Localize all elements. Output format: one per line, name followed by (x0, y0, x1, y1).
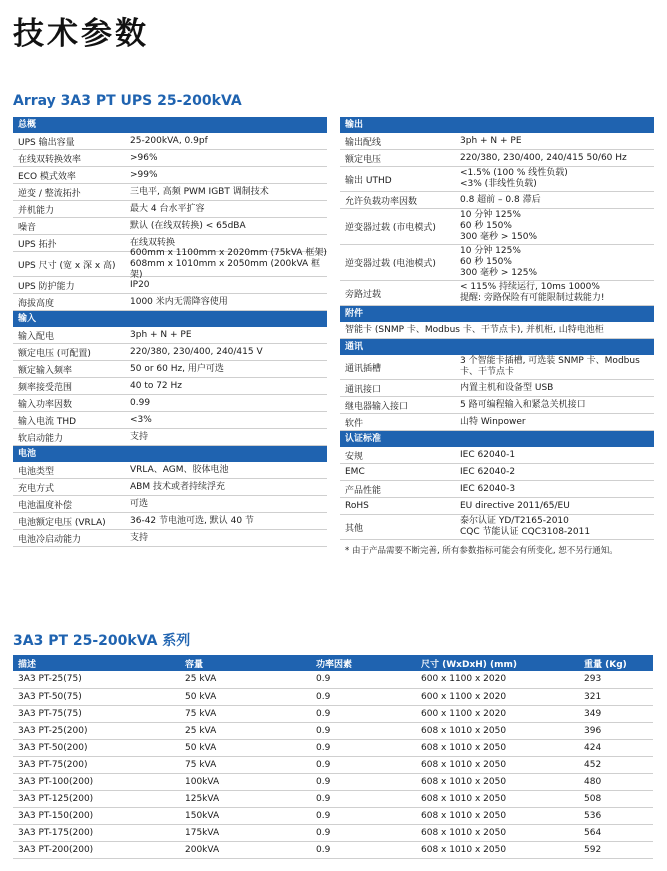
spec-row (13, 412, 327, 429)
spec-value (458, 281, 654, 305)
spec-value: >99% (130, 169, 158, 180)
spec-value (458, 167, 654, 191)
cell-capacity: 125kVA (180, 790, 311, 807)
spec-value: 36-42 节电池可选, 默认 40 节 (130, 515, 254, 526)
spec-value (458, 355, 654, 379)
spec-key: RoHS (345, 501, 369, 511)
spec-key: 通讯接口 (345, 384, 382, 395)
cell-power-factor: 0.9 (311, 790, 416, 807)
cell-capacity: 100kVA (180, 773, 311, 790)
spec-row (13, 218, 327, 235)
spec-key: UPS 输出容量 (18, 137, 75, 148)
spec-value-line: 10 分钟 125% (460, 246, 521, 256)
spec-value: IEC 62040-3 (460, 483, 516, 494)
section-head-accessories: 附件 (340, 306, 654, 322)
spec-row (13, 167, 327, 184)
table-row (13, 790, 653, 807)
spec-value: 50 or 60 Hz, 用户可选 (130, 363, 224, 374)
spec-value: 支持 (130, 431, 149, 442)
cell-weight: 424 (579, 739, 653, 756)
spec-value: ABM 技术或者持续浮充 (130, 481, 225, 492)
cell-capacity: 50 kVA (180, 739, 311, 756)
spec-row (340, 447, 654, 464)
spec-value (458, 515, 654, 539)
spec-row (340, 167, 654, 192)
cell-weight: 564 (579, 824, 653, 841)
spec-row (340, 515, 654, 540)
spec-key: 频率接受范围 (18, 382, 73, 393)
spec-row (340, 355, 654, 380)
spec-row (13, 530, 327, 547)
section-head-certification: 认证标准 (340, 431, 654, 447)
spec-value: IEC 62040-2 (460, 466, 516, 477)
spec-row (340, 192, 654, 209)
spec-key: 电池冷启动能力 (18, 534, 82, 545)
spec-value-line: 600mm x 1100mm x 2020mm (75kVA 框架) (130, 247, 327, 258)
header-power-factor: 功率因素 (311, 655, 416, 671)
spec-row (13, 462, 327, 479)
spec-row (340, 133, 654, 150)
spec-value: 0.8 超前 – 0.8 滞后 (460, 194, 541, 205)
spec-value: 220/380, 230/400, 240/415 50/60 Hz (460, 152, 627, 163)
spec-key: 逆变器过载 (市电模式) (345, 223, 436, 233)
cell-weight: 321 (579, 688, 653, 705)
spec-row (340, 245, 654, 281)
cell-dimensions: 608 x 1010 x 2050 (416, 807, 579, 824)
spec-value: 最大 4 台水平扩容 (130, 203, 205, 214)
spec-key: 输出配线 (345, 137, 382, 148)
spec-value-line: 提醒: 旁路保险有可能限制过载能力! (460, 293, 605, 303)
spec-row (13, 378, 327, 395)
spec-value: IEC 62040-1 (460, 449, 516, 460)
spec-value: 山特 Winpower (460, 416, 526, 427)
spec-key: UPS 尺寸 (宽 x 深 x 高) (18, 260, 116, 271)
spec-row (13, 327, 327, 344)
accessories-row (340, 322, 654, 339)
cell-power-factor: 0.9 (311, 688, 416, 705)
spec-value: 3ph + N + PE (460, 135, 522, 146)
spec-key: 在线双转换效率 (18, 154, 82, 165)
spec-row (340, 414, 654, 431)
cell-dimensions: 608 x 1010 x 2050 (416, 841, 579, 858)
spec-value: 内置主机和设备型 USB (460, 382, 554, 393)
right-spec-column (340, 117, 654, 556)
cell-dimensions: 608 x 1010 x 2050 (416, 756, 579, 773)
input-rows (13, 327, 327, 446)
spec-key: 输入功率因数 (18, 399, 73, 410)
spec-value: 0.99 (130, 397, 151, 408)
spec-key: 软件 (345, 418, 364, 429)
spec-key: 软启动能力 (18, 433, 64, 444)
comm-rows (340, 355, 654, 431)
spec-value: 40 to 72 Hz (130, 380, 183, 391)
section-head-input: 输入 (13, 311, 327, 327)
section-head-output: 输出 (340, 117, 654, 133)
spec-value-line: <1.5% (100 % 线性负载) (460, 168, 568, 178)
cell-dimensions: 600 x 1100 x 2020 (416, 705, 579, 722)
table-row (13, 705, 653, 722)
output-rows (340, 133, 654, 306)
cell-capacity: 150kVA (180, 807, 311, 824)
footnote: * 由于产品需要不断完善, 所有参数指标可能会有所变化, 恕不另行通知。 (345, 546, 618, 556)
spec-key: EMC (345, 467, 365, 477)
spec-key: 输入电流 THD (18, 416, 77, 427)
table-row (13, 824, 653, 841)
cell-weight: 452 (579, 756, 653, 773)
spec-value: 25-200kVA, 0.9pf (130, 135, 208, 146)
spec-row (13, 277, 327, 294)
spec-value-line: <3% (非线性负载) (460, 179, 537, 189)
spec-key: 通讯插槽 (345, 363, 382, 374)
cell-description: 3A3 PT-50(200) (13, 739, 180, 756)
spec-value (128, 247, 327, 280)
page-title: 技术参数 (13, 16, 149, 52)
table-row (13, 688, 653, 705)
cell-power-factor: 0.9 (311, 824, 416, 841)
spec-row (13, 247, 327, 280)
spec-value-line: 3 个智能卡插槽, 可选装 SNMP 卡、Modbus (460, 356, 640, 366)
spec-value (458, 245, 654, 280)
cell-capacity: 75 kVA (180, 756, 311, 773)
spec-row (13, 496, 327, 513)
cell-description: 3A3 PT-75(200) (13, 756, 180, 773)
cell-description: 3A3 PT-125(200) (13, 790, 180, 807)
spec-row (340, 464, 654, 481)
spec-key: 其他 (345, 523, 364, 534)
spec-row (13, 513, 327, 530)
cell-description: 3A3 PT-75(75) (13, 705, 180, 722)
spec-value-line: 60 秒 150% (460, 221, 512, 231)
spec-row (340, 397, 654, 414)
table-row (13, 773, 653, 790)
spec-key: 允许负载功率因数 (345, 196, 418, 207)
section-head-battery: 电池 (13, 446, 327, 462)
spec-row (13, 395, 327, 412)
spec-value: 5 路可编程输入和紧急关机接口 (460, 399, 586, 410)
spec-value: IP20 (130, 279, 150, 290)
section-head-general: 总概 (13, 117, 327, 133)
header-weight: 重量 (Kg) (579, 655, 653, 671)
spec-value: 可选 (130, 498, 149, 509)
cell-power-factor: 0.9 (311, 841, 416, 858)
cell-power-factor: 0.9 (311, 722, 416, 739)
spec-row (340, 481, 654, 498)
cell-power-factor: 0.9 (311, 739, 416, 756)
spec-key: 输出 UTHD (345, 175, 392, 186)
spec-key: 继电器输入接口 (345, 401, 409, 412)
spec-key: 旁路过载 (345, 289, 382, 300)
cell-dimensions: 608 x 1010 x 2050 (416, 722, 579, 739)
spec-row (340, 281, 654, 306)
series-title: 3A3 PT 25-200kVA 系列 (13, 633, 191, 649)
cell-power-factor: 0.9 (311, 671, 416, 688)
spec-key: 并机能力 (18, 205, 55, 216)
cert-rows (340, 447, 654, 540)
spec-row (340, 209, 654, 245)
spec-key: 逆变 / 整流拓扑 (18, 188, 81, 199)
spec-value-line: 300 毫秒 > 150% (460, 232, 538, 242)
cell-capacity: 175kVA (180, 824, 311, 841)
spec-row (340, 150, 654, 167)
cell-weight: 293 (579, 671, 653, 688)
spec-key: UPS 拓扑 (18, 239, 57, 250)
spec-value: 支持 (130, 532, 149, 543)
series-table (13, 655, 653, 859)
spec-key: 额定输入频率 (18, 365, 73, 376)
spec-value: 三电平, 高频 PWM IGBT 调制技术 (130, 186, 269, 197)
spec-key: 逆变器过载 (电池模式) (345, 259, 436, 269)
spec-value: EU directive 2011/65/EU (460, 500, 570, 511)
spec-value-line: 卡、干节点卡 (460, 367, 515, 377)
spec-value (458, 209, 654, 244)
cell-description: 3A3 PT-175(200) (13, 824, 180, 841)
product-subtitle: Array 3A3 PT UPS 25-200kVA (13, 93, 242, 109)
header-dimensions: 尺寸 (WxDxH) (mm) (416, 655, 579, 671)
cell-weight: 349 (579, 705, 653, 722)
cell-description: 3A3 PT-25(75) (13, 671, 180, 688)
cell-description: 3A3 PT-50(75) (13, 688, 180, 705)
spec-value: 3ph + N + PE (130, 329, 192, 340)
cell-weight: 396 (579, 722, 653, 739)
cell-weight: 480 (579, 773, 653, 790)
spec-key: 额定电压 (可配置) (18, 348, 91, 359)
spec-value: 默认 (在线双转换) < 65dBA (130, 220, 246, 231)
table-row (13, 841, 653, 858)
cell-description: 3A3 PT-100(200) (13, 773, 180, 790)
cell-weight: 592 (579, 841, 653, 858)
cell-description: 3A3 PT-200(200) (13, 841, 180, 858)
spec-key: 噪音 (18, 222, 37, 233)
spec-row (13, 361, 327, 378)
cell-dimensions: 600 x 1100 x 2020 (416, 688, 579, 705)
cell-capacity: 25 kVA (180, 722, 311, 739)
cell-dimensions: 608 x 1010 x 2050 (416, 773, 579, 790)
table-row (13, 739, 653, 756)
spec-key: 额定电压 (345, 154, 382, 165)
spec-key: 电池额定电压 (VRLA) (18, 517, 106, 528)
spec-row (13, 344, 327, 361)
cell-dimensions: 608 x 1010 x 2050 (416, 790, 579, 807)
spec-row (13, 201, 327, 218)
cell-power-factor: 0.9 (311, 705, 416, 722)
cell-weight: 508 (579, 790, 653, 807)
spec-value-line: CQC 节能认证 CQC3108-2011 (460, 527, 591, 537)
spec-value: 在线双转换 (130, 237, 176, 248)
spec-value-line: 608mm x 1010mm x 2050mm (200kVA 框架) (130, 258, 321, 280)
table-row (13, 722, 653, 739)
cell-capacity: 50 kVA (180, 688, 311, 705)
section-head-communication: 通讯 (340, 339, 654, 355)
spec-row (13, 429, 327, 446)
cell-dimensions: 608 x 1010 x 2050 (416, 824, 579, 841)
cell-description: 3A3 PT-150(200) (13, 807, 180, 824)
cell-power-factor: 0.9 (311, 807, 416, 824)
spec-value-line: < 115% 持续运行, 10ms 1000% (460, 282, 600, 292)
spec-value: 智能卡 (SNMP 卡、Modbus 卡、干节点卡), 并机柜, 山特电池柜 (345, 324, 604, 335)
spec-key: 电池温度补偿 (18, 500, 73, 511)
spec-value: <3% (130, 414, 152, 425)
spec-value-line: 10 分钟 125% (460, 210, 521, 220)
spec-value-line: 泰尔认证 YD/T2165-2010 (460, 516, 569, 526)
left-spec-column (13, 117, 327, 547)
spec-row (13, 294, 327, 311)
spec-key: 电池类型 (18, 466, 55, 477)
series-body (13, 671, 653, 858)
cell-description: 3A3 PT-25(200) (13, 722, 180, 739)
spec-row (13, 133, 327, 150)
spec-key: 安规 (345, 451, 364, 462)
spec-row (13, 479, 327, 496)
spec-value: >96% (130, 152, 158, 163)
table-row (13, 807, 653, 824)
spec-key: ECO 模式效率 (18, 171, 76, 182)
spec-value: 220/380, 230/400, 240/415 V (130, 346, 263, 357)
cell-weight: 536 (579, 807, 653, 824)
spec-value: VRLA、AGM、胶体电池 (130, 464, 229, 475)
cell-capacity: 200kVA (180, 841, 311, 858)
spec-key: 海拔高度 (18, 298, 55, 309)
spec-row (340, 380, 654, 397)
cell-capacity: 25 kVA (180, 671, 311, 688)
spec-key: 充电方式 (18, 483, 55, 494)
table-row (13, 671, 653, 688)
spec-key: 输入配电 (18, 331, 55, 342)
spec-value-line: 300 毫秒 > 125% (460, 268, 538, 278)
cell-power-factor: 0.9 (311, 773, 416, 790)
battery-rows (13, 462, 327, 547)
spec-key: 产品性能 (345, 485, 382, 496)
spec-row (340, 498, 654, 515)
general-rows (13, 133, 327, 311)
cell-dimensions: 600 x 1100 x 2020 (416, 671, 579, 688)
table-row (13, 756, 653, 773)
spec-row (13, 150, 327, 167)
spec-row (13, 184, 327, 201)
spec-key: UPS 防护能力 (18, 281, 75, 292)
spec-value: 1000 米内无需降容使用 (130, 296, 228, 307)
header-description: 描述 (13, 655, 180, 671)
cell-power-factor: 0.9 (311, 756, 416, 773)
series-header-row (13, 655, 653, 671)
spec-value-line: 60 秒 150% (460, 257, 512, 267)
cell-dimensions: 608 x 1010 x 2050 (416, 739, 579, 756)
cell-capacity: 75 kVA (180, 705, 311, 722)
header-capacity: 容量 (180, 655, 311, 671)
